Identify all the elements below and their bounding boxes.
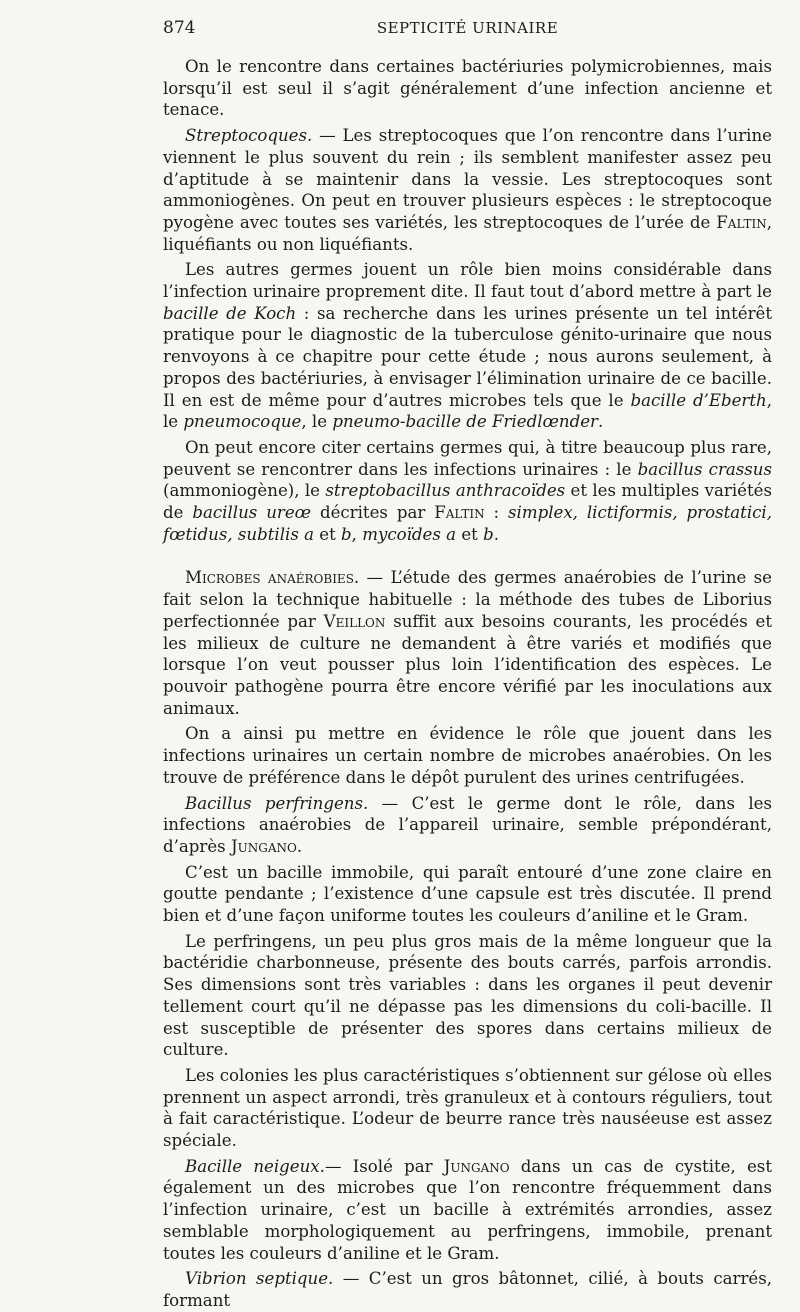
text-run: Bacille neigeux. (185, 1156, 325, 1176)
paragraph-autres-germes (163, 259, 772, 433)
text-run: pneumocoque (183, 412, 302, 432)
text-run: . (493, 524, 500, 544)
text-run: Bacillus perfringens. (185, 793, 369, 813)
running-title: SEPTICITÉ URINAIRE (376, 19, 559, 37)
paragraph-bacille-immobile (163, 862, 772, 927)
paragraph-microbes-anaerobies (163, 567, 772, 719)
text-run: Microbes anaérobies. (185, 568, 360, 588)
text-run: Les autres germes jouent un rôle bien moins considérable dans l’infection urinaire proprement dite. Il faut tout d’abord mettre à part le (163, 260, 772, 302)
text-run: Faltin (716, 212, 767, 232)
text-run: décrites par (311, 503, 435, 523)
text-run: : sa recherche dans les urines présente un tel intérêt pratique pour le diagnostic de la tuberculose génito-urinaire que nous renvoyons à ce chapitre pour cette étude ; nous aurons seulement, à propos des bactériuries, à envisager l’élimination urinaire de ce bacille. Il en est de même pour d’autres microbes tels que le (163, 303, 772, 410)
paragraph-colonies (163, 1065, 772, 1152)
text-run: — C’est un gros bâtonnet, cilié, à bouts carrés, formant (163, 1269, 772, 1310)
text-run: : (484, 503, 509, 523)
text-run: — L’étude des germes anaérobies de l’urine se fait selon la technique habituelle : la méthode des tubes de Liborius perfectionnée par (163, 568, 773, 631)
paragraph-perfringens-morphologie (163, 931, 772, 1061)
text-run: Le perfringens, un peu plus gros mais de la même longueur que la bactéridie charbonneuse, présente des bouts carrés, parfois arrondis. Ses dimensions sont très variables : dans les organes il peut devenir tellement court qu’il ne dépasse pas les dimensions du coli-bacille. Il est susceptible de présenter des spores dans certains milieux de culture. (163, 931, 772, 1060)
body-text (163, 56, 772, 1312)
page-header (163, 18, 772, 42)
page-number: 874 (163, 18, 196, 38)
text-run: b (341, 524, 352, 544)
paragraph-germes-rares (163, 437, 772, 546)
text-run: streptobacillus anthracoïdes (325, 481, 566, 501)
text-run: — C’est le germe dont le rôle, dans les infections anaérobies de l’appareil urinaire, semble prépondérant, d’après (163, 793, 772, 856)
text-run: bacillus ureœ (192, 503, 312, 523)
paragraph-bacteriuries (163, 56, 772, 121)
text-run: , le (163, 390, 772, 432)
paragraph-streptocoques (163, 125, 772, 255)
text-run: On peut encore citer certains germes qui, à titre beaucoup plus rare, peuvent se rencontrer dans les infections urinaires : le (163, 437, 772, 479)
text-run: Vibrion septique. (185, 1269, 334, 1289)
text-run: et (314, 524, 342, 544)
text-run: . (296, 836, 303, 856)
text-run: bacille d’Eberth (630, 390, 767, 410)
text-run: dans un cas de cystite, est également un des microbes que l’on rencontre fréquemment dans l’infection urinaire, c’est un bacille à extrémités arrondies, assez semblable morphologiquement au perfringens, immobile, prenant toutes les couleurs d’aniline et le Gram. (163, 1156, 772, 1263)
text-run: , (351, 524, 363, 544)
text-run: suffit aux besoins courants, les procédés et les milieux de culture ne demandent à être variés et modifiés que lorsque l’on veut pousser plus loin l’identification des espèces. Le pouvoir pathogène pourra être encore vérifié par les inoculations aux animaux. (163, 611, 772, 718)
text-run: , le (301, 412, 333, 432)
text-run: (ammoniogène), le (163, 481, 326, 501)
text-run: et (456, 524, 484, 544)
text-run: On a ainsi pu mettre en évidence le rôle que jouent dans les infections urinaires un certain nombre de microbes anaérobies. On les trouve de préférence dans le dépôt purulent des urines centrifugées. (163, 724, 772, 787)
text-run: . (598, 412, 604, 432)
paragraph-bacille-neigeux (163, 1156, 772, 1265)
text-run: Jungano (230, 836, 297, 856)
text-run: — Les streptocoques que l’on rencontre dans l’urine viennent le plus souvent du rein ; ils semblent manifester assez peu d’aptitude à se maintenir dans la vessie. Les streptocoques sont ammoniogènes. On peut en trouver plusieurs espèces : le streptocoque pyogène avec toutes ses variétés, les streptocoques de l’urée de (163, 126, 772, 232)
text-run: Les colonies les plus caractéristiques s’obtiennent sur gélose où elles prennent un aspect arrondi, très granuleux et à contours réguliers, tout à fait caractéristique. L’odeur de beurre rance très nauséeuse est assez spéciale. (163, 1065, 772, 1151)
text-run: Jungano (443, 1156, 510, 1176)
text-run: et les multiples variétés de (163, 481, 772, 523)
text-run: C’est un bacille immobile, qui paraît entouré d’une zone claire en goutte pendante ; l’existence d’une capsule est très discutée. Il prend bien et d’une façon uniforme toutes les couleurs d’aniline et le Gram. (163, 862, 772, 926)
paragraph-vibrion-septique (163, 1268, 772, 1311)
text-run: Veillon (323, 611, 386, 631)
text-run: On le rencontre dans certaines bactériuries polymicrobiennes, mais lorsqu’il est seul il s’agit généralement d’une infection ancienne et tenace. (163, 57, 772, 120)
text-run: b (483, 524, 494, 544)
text-run: Faltin (434, 503, 485, 523)
text-run: — Isolé par (324, 1156, 444, 1176)
text-run: Streptocoques. (185, 126, 313, 146)
paragraph-bacillus-perfringens (163, 793, 772, 858)
text-run: , liquéfiants ou non liquéfiants. (163, 212, 772, 254)
text-run: pneumo-bacille de Friedlœnder (332, 412, 598, 432)
text-run: simplex, lictiformis, prostatici, fœtidus, subtilis a (163, 503, 773, 544)
text-run: bacille de Koch (163, 303, 297, 323)
paragraph-role-anaerobies (163, 723, 772, 788)
text-run: mycoïdes a (362, 524, 457, 544)
text-run: bacillus crassus (637, 459, 772, 479)
